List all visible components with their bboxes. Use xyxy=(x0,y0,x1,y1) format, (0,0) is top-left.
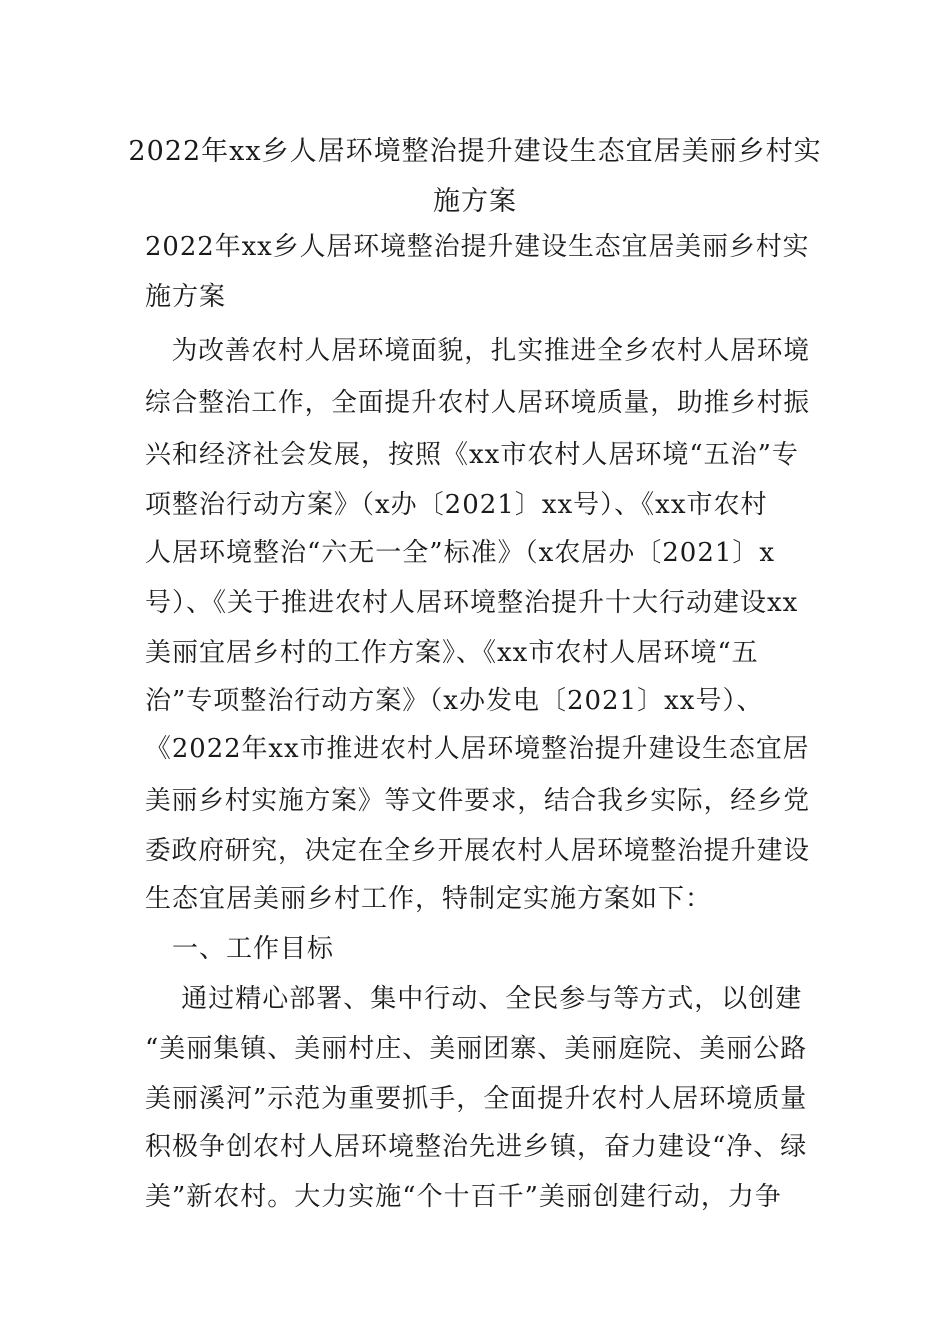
body-line: 美丽宜居乡村的工作方案》、《xx市农村人居环境“五 xyxy=(145,638,759,668)
document-title-line-2: 施方案 xyxy=(433,186,517,217)
body-line: 为改善农村人居环境面貌，扎实推进全乡农村人居环境 xyxy=(145,336,811,366)
body-line: 人居环境整治“六无一全”标准》（x农居办〔2021〕x xyxy=(145,538,776,568)
body-line: 施方案 xyxy=(145,282,227,312)
body-line: 《2022年xx市推进农村人居环境整治提升建设生态宜居 xyxy=(145,734,810,764)
body-line: 美丽乡村实施方案》等文件要求，结合我乡实际，经乡党 xyxy=(145,786,811,816)
body-line: 美”新农村。大力实施“个十百千”美丽创建行动，力争 xyxy=(145,1182,782,1212)
body-line: 兴和经济社会发展，按照《xx市农村人居环境“五治”专 xyxy=(145,440,799,470)
body-line: 委政府研究，决定在全乡开展农村人居环境整治提升建设 xyxy=(145,836,811,866)
body-line: 美丽溪河”示范为重要抓手，全面提升农村人居环境质量 xyxy=(145,1084,808,1114)
body-line: 积极争创农村人居环境整治先进乡镇，奋力建设“净、绿 xyxy=(145,1132,808,1162)
body-line: 治”专项整治行动方案》（x办发电〔2021〕xx号）、 xyxy=(145,686,764,716)
body-line: 2022年xx乡人居环境整治提升建设生态宜居美丽乡村实 xyxy=(145,232,810,262)
body-line: 综合整治工作，全面提升农村人居环境质量，助推乡村振 xyxy=(145,388,811,418)
section-heading: 一、工作目标 xyxy=(145,934,335,964)
body-line: 号）、《关于推进农村人居环境整治提升十大行动建设xx xyxy=(145,588,799,618)
body-line: “美丽集镇、美丽村庄、美丽团寨、美丽庭院、美丽公路 xyxy=(145,1034,808,1064)
body-line: 通过精心部署、集中行动、全民参与等方式，以创建 xyxy=(145,984,803,1014)
body-line: 项整治行动方案》（x办〔2021〕xx号）、《xx市农村 xyxy=(145,490,768,520)
body-line: 生态宜居美丽乡村工作，特制定实施方案如下： xyxy=(145,884,713,914)
document-title-line-1: 2022年xx乡人居环境整治提升建设生态宜居美丽乡村实 xyxy=(128,136,822,167)
